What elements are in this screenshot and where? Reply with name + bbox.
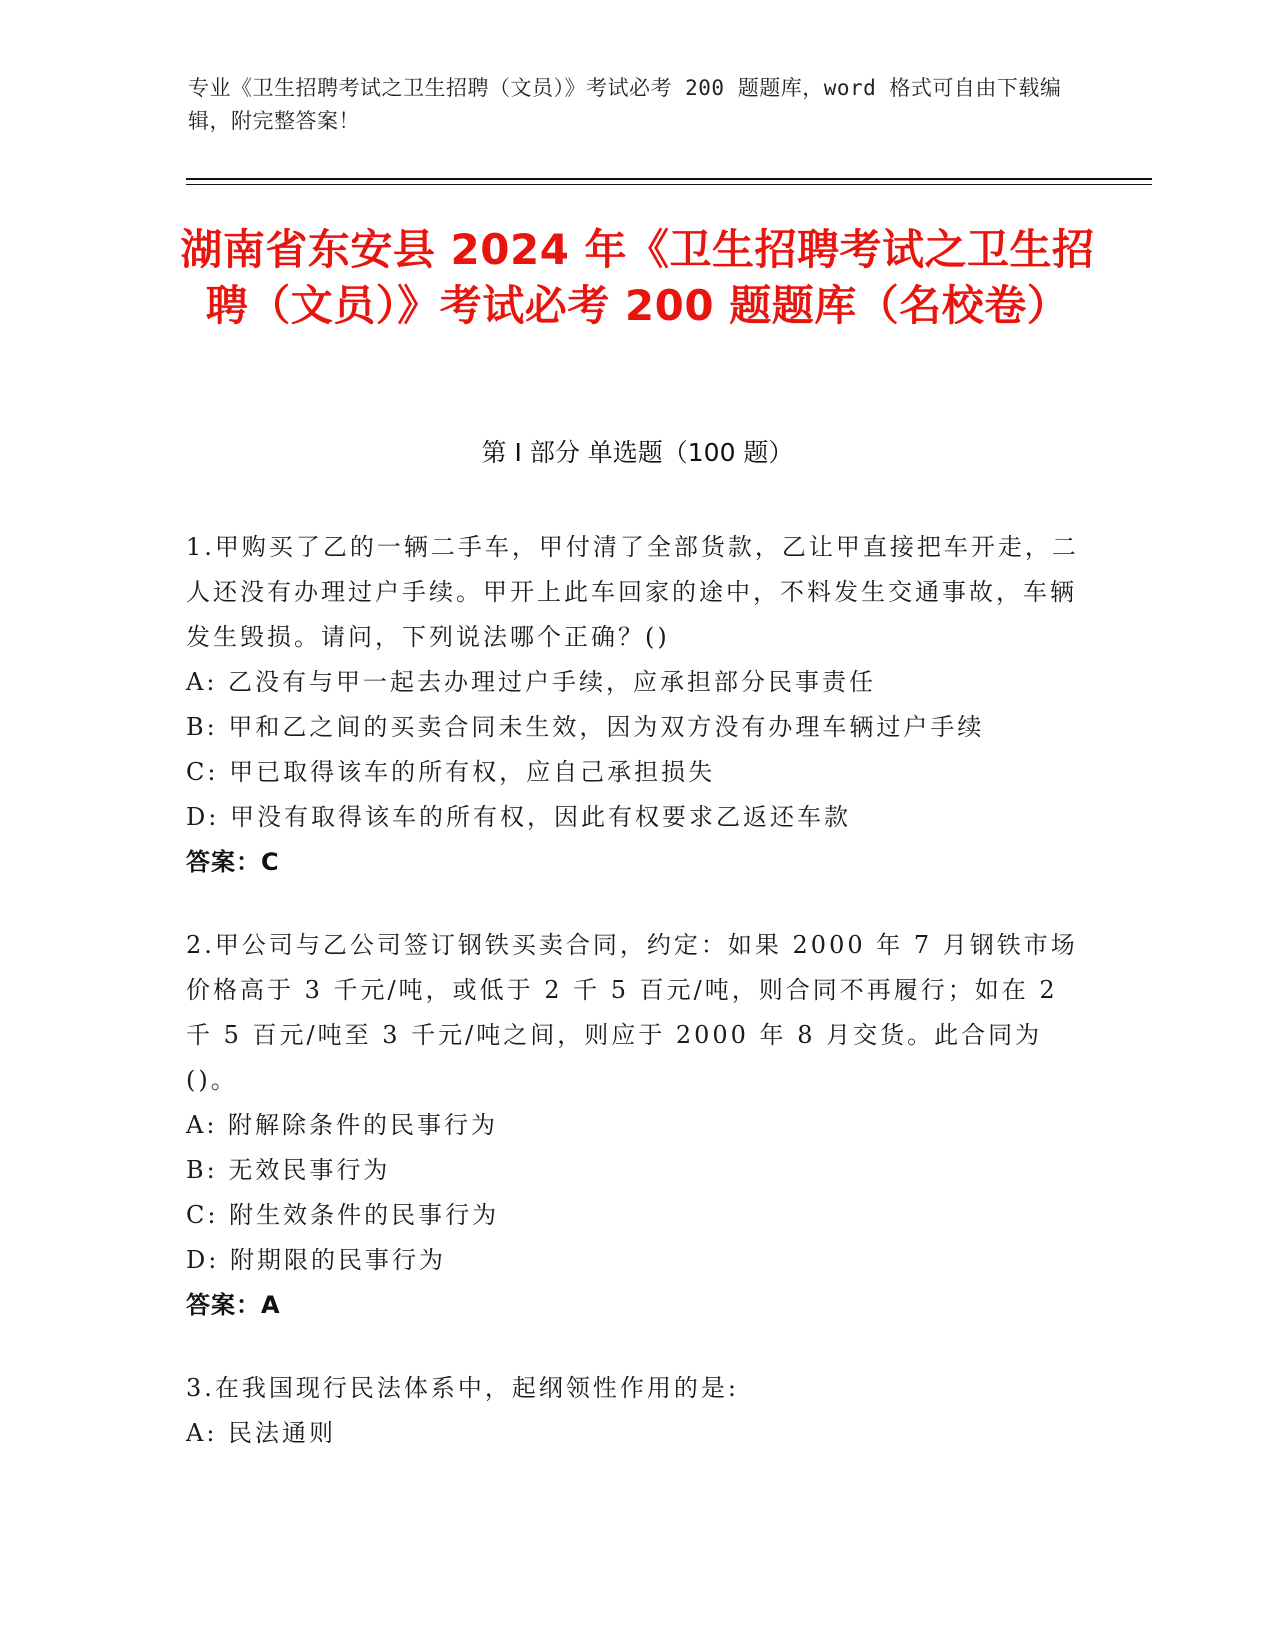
header-divider-thick xyxy=(186,178,1152,180)
question-text: 3.在我国现行民法体系中，起纲领性作用的是: xyxy=(186,1374,739,1402)
question-2 xyxy=(186,923,1086,1328)
option-b: B: 甲和乙之间的买卖合同未生效，因为双方没有办理车辆过户手续 xyxy=(186,713,985,741)
option-b: B: 无效民事行为 xyxy=(186,1156,391,1184)
option-c: C: 甲已取得该车的所有权，应自己承担损失 xyxy=(186,758,716,786)
option-d: D: 甲没有取得该车的所有权，因此有权要求乙返还车款 xyxy=(186,803,851,831)
question-text: 1.甲购买了乙的一辆二手车，甲付清了全部货款，乙让甲直接把车开走，二人还没有办理过户手续。甲开上此车回家的途中，不料发生交通事故，车辆发生毁损。请问，下列说法哪个正确？() xyxy=(186,533,1079,651)
question-3 xyxy=(186,1366,1086,1456)
option-a: A: 乙没有与甲一起去办理过户手续，应承担部分民事责任 xyxy=(186,668,877,696)
document-title: 湖南省东安县 2024 年《卫生招聘考试之卫生招聘（文员）》考试必考 200 题题库（名校卷） xyxy=(180,225,1095,330)
option-d: D: 附期限的民事行为 xyxy=(186,1246,446,1274)
option-c: C: 附生效条件的民事行为 xyxy=(186,1201,500,1229)
question-list xyxy=(186,525,1086,1494)
header-divider-thin xyxy=(186,184,1152,185)
option-a: A: 民法通则 xyxy=(186,1419,337,1447)
question-1 xyxy=(186,525,1086,885)
answer: 答案：A xyxy=(186,1291,281,1319)
header-note: 专业《卫生招聘考试之卫生招聘（文员）》考试必考 200 题题库，word 格式可自由下载编辑，附完整答案！ xyxy=(188,76,1062,133)
option-a: A: 附解除条件的民事行为 xyxy=(186,1111,499,1139)
question-text: 2.甲公司与乙公司签订钢铁买卖合同，约定：如果 2000 年 7 月钢铁市场价格高于 3 千元/吨，或低于 2 千 5 百元/吨，则合同不再履行；如在 2 千 5 百元/吨至 3 千元/吨之间，则应于 2000 年 8 月交货。此合同为()。 xyxy=(186,931,1078,1094)
section-title: 第 I 部分 单选题（100 题） xyxy=(481,438,794,467)
answer: 答案：C xyxy=(186,848,280,876)
